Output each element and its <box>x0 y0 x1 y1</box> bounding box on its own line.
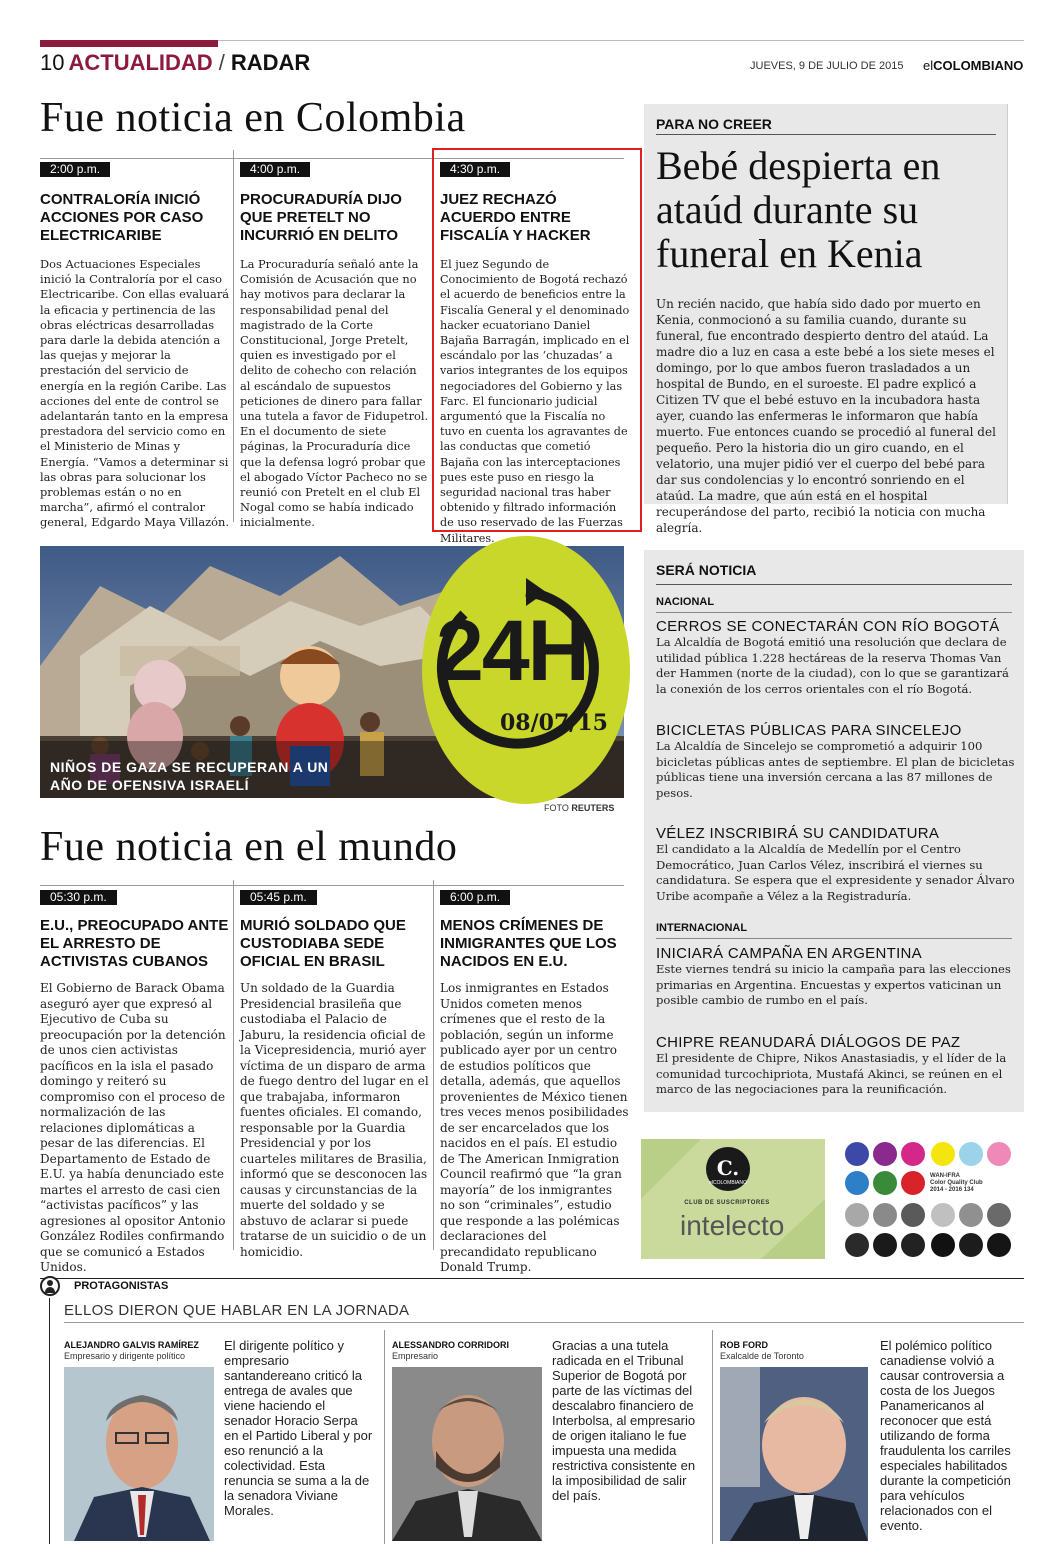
section-header <box>40 50 310 76</box>
story-body: El juez Segundo de Conocimiento de Bogotá rechazó el acuerdo de beneficios entre la Fiscalía General y el denominado hacker ecuatoriano Daniel Bajaña Barragán, implicado en el escándalo por las ‘chuzadas’ a varios integrantes de los equipos negociadores del Gobierno y las Farc. El funcionario judicial argumentó que la Fiscalía no tuvo en cuenta los agravantes de las conductas que cometió Bajaña con las interceptaciones pues este puso en riesgo la seguridad nacional tras haber obtenido y filtrado información de uso reservado de las Fuerzas Militares. <box>440 258 630 545</box>
news-headline: CHIPRE REANUDARÁ DIÁLOGOS DE PAZ <box>656 1034 961 1051</box>
protagonistas-subtitle: ELLOS DIERON QUE HABLAR EN LA JORNADA <box>64 1302 410 1319</box>
story-time: 4:30 p.m. <box>440 162 510 177</box>
colombia-story-2 <box>240 158 430 531</box>
photo-credit-prefix: FOTO <box>544 803 569 813</box>
wan-ifra-line2: Color Quality Club <box>930 1180 983 1186</box>
news-headline: CERROS SE CONECTARÁN CON RÍO BOGOTÁ <box>656 618 1000 635</box>
story-body: El Gobierno de Barack Obama aseguró ayer que expresó al Ejecutivo de Cuba su preocupación por la detención de unos cien activistas pacíficos en la isla el pasado domingo y reiteró su compromiso con el proceso de normalización de las relaciones diplomáticas a pesar de las diferencias. El Departamento de Estado de E.U. ya había denunciado este martes el arresto de casi cien “activistas pacíficos” y las agresiones al opositor Antonio González Rodiles confirmando que se comunicó a Estados Unidos. <box>40 981 226 1274</box>
subsection-name: RADAR <box>230 50 311 75</box>
ad-logo-letter: C. <box>716 1156 740 1180</box>
protagonist-text: Gracias a una tutela radicada en el Tribunal Superior de Bogotá por parte de las víctimas del descalabro financiero de Interbolsa, al empresario de origen italiano le fue impuesta una medida restrictiva consistente en la imposibilidad de salir del país. <box>552 1338 696 1503</box>
nacional-label: NACIONAL <box>656 596 715 608</box>
story-headline: CONTRALORÍA INICIÓ ACCIONES POR CASO ELECTRICARIBE <box>40 191 204 244</box>
protagonistas-label: PROTAGONISTAS <box>74 1280 169 1292</box>
photo-credit-name: REUTERS <box>571 803 615 813</box>
protagonist-name: ALEJANDRO GALVIS RAMÍREZ <box>64 1340 199 1350</box>
protagonist-photo-art <box>392 1367 542 1541</box>
badge-24h-text: 24H <box>436 603 588 699</box>
photo-credit <box>544 803 614 813</box>
protagonist-photo <box>64 1367 214 1541</box>
person-icon <box>40 1276 60 1296</box>
page-number: 10 <box>40 50 65 75</box>
story-body: La Procuraduría señaló ante la Comisión de Acusación que no hay motivos para declarar la responsabilidad penal del magistrado de la Corte Constitucional, Jorge Pretelt, quien es investigado por el delito de cohecho con relación al escándalo de supuestos peticiones de dinero para fallar una tutela a favor de Fidupetrol. En el documento de siete páginas, la Procuraduría dice que la defensa logró probar que el abogado Víctor Pacheco no se reunió con Pretelt en el club El Nogal como se había indicado inicialmente. <box>240 257 429 530</box>
masthead-prefix: el <box>923 58 934 73</box>
protagonist-photo <box>720 1367 868 1541</box>
news-body: Este viernes tendrá su inicio la campaña para las elecciones primarias en Argentina. Encuestas y expertos vaticinan un posible cambio de rumbo en el país. <box>656 962 1011 1007</box>
para-no-creer-label: PARA NO CREER <box>656 116 772 132</box>
news-headline: BICICLETAS PÚBLICAS PARA SINCELEJO <box>656 722 962 739</box>
nacional-item-2 <box>656 722 1016 801</box>
nacional-item-3 <box>656 825 1016 904</box>
protagonist-photo <box>392 1367 542 1541</box>
protagonist-role: Exalcalde de Toronto <box>720 1351 804 1361</box>
internacional-item-2 <box>656 1034 1016 1098</box>
protagonist-photo-art <box>720 1367 868 1541</box>
colombia-story-3 <box>440 158 630 546</box>
protagonist-divider <box>712 1330 713 1544</box>
protagonist-photo-art <box>64 1367 214 1541</box>
story-body: Un soldado de la Guardia Presidencial brasileña que custodiaba el Palacio de Jaburu, la residencia oficial de la Vicepresidencia, murió ayer víctima de un disparo de arma de fuego dentro del lugar en el que trabajaba, informaron fuentes oficiales. El comando, responsable por la Guardia Presidencial y por los cuarteles militares de Brasilia, informó que se desconocen las causas y circunstancias de la muerte del soldado y se abstuvo de aclarar si puede tratarse de un suicidio o de un homicidio. <box>240 981 429 1259</box>
wan-ifra-line3: 2014 - 2016 134 <box>930 1187 974 1193</box>
section-separator: / <box>218 50 225 75</box>
para-no-creer-border <box>1007 104 1008 504</box>
para-no-creer-title: Bebé despierta en ataúd durante su funeral en Kenia <box>656 143 941 276</box>
ad-brand: intelecto <box>680 1210 785 1241</box>
protagonistas-subtitle-rule <box>64 1322 1024 1323</box>
ad-club: CLUB DE SUSCRIPTORES <box>684 1200 770 1206</box>
mundo-title: Fue noticia en el mundo <box>40 824 458 870</box>
news-body: El presidente de Chipre, Nikos Anastasiadis, y el líder de la comunidad turcochipriota, Mustafá Akinci, se reúnen en el marco de las negociaciones para la reunificación. <box>656 1051 1007 1096</box>
internacional-item-1 <box>656 945 1016 1009</box>
protagonistas-top-rule <box>40 1278 1024 1279</box>
story-time: 2:00 p.m. <box>40 162 110 177</box>
sera-noticia-rule <box>656 584 1012 585</box>
news-headline: INICIARÁ CAMPAÑA EN ARGENTINA <box>656 945 922 962</box>
column-divider <box>233 880 234 1250</box>
news-headline: VÉLEZ INSCRIBIRÁ SU CANDIDATURA <box>656 825 940 842</box>
story-headline: E.U., PREOCUPADO ANTE EL ARRESTO DE ACTIVISTAS CUBANOS <box>40 917 229 970</box>
protagonist-text: El dirigente político y empresario santandereano criticó la entrega de avales que viene haciendo el senador Horacio Serpa en el Partido Liberal y por eso renunció a la colectividad. Esta renuncia se suma a la de la senadora Viviane Morales. <box>224 1338 373 1518</box>
para-no-creer-rule <box>656 134 996 135</box>
nacional-item-1 <box>656 618 1016 697</box>
internacional-label: INTERNACIONAL <box>656 922 748 934</box>
story-body: Dos Actuaciones Especiales inició la Contraloría por el caso Electricaribe. Con ellas evaluará la eficacia y pertinencia de las obras eléctricas desarrolladas para darle la debida atención a las quejas y mejorar la prestación del servicio de energía en la región Caribe. Las acciones del ente de control se adelantarán tanto en la empresa prestadora del servicio como en el Ministerio de Minas y Energía. “Vamos a determinar si las obras para solucionar los problemas están o no en marcha”, afirmó el contralor general, Edgardo Maya Villazón. <box>40 257 230 530</box>
internacional-rule <box>656 938 1012 939</box>
colombia-story-1 <box>40 158 230 531</box>
top-rule-accent <box>40 40 218 47</box>
badge-24h-date: 08/07/15 <box>500 710 608 736</box>
news-body: El candidato a la Alcaldía de Medellín por el Centro Democrático, Juan Carlos Vélez, inscribirá el viernes su candidatura. Se espera que el expresidente y senador Álvaro Uribe acompañe a Vélez a la Registraduría. <box>656 842 1015 903</box>
protagonist-role: Empresario y dirigente político <box>64 1351 186 1361</box>
news-body: La Alcaldía de Bogotá emitió una resolución que declara de utilidad pública 1.228 hectáreas de la reserva Thomas Van der Hammen (norte de la ciudad), con lo que se garantizará la conexión de los cerros orientales con el río Bogotá. <box>656 635 1009 696</box>
protagonist-role: Empresario <box>392 1351 439 1361</box>
story-body: Los inmigrantes en Estados Unidos cometen menos crímenes que el resto de la población, según un informe publicado ayer por un centro de estudios políticos que detalla, además, que aquellos provenientes de México tienen tres veces menos posibilidades de ser encarcelados que los nacidos en el país. El estudio de The American Inmigration Council reafirmó que “la gran mayoría” de los inmigrantes no son “criminales”, estudio que responde a las polémicas declaraciones del precandidato republicano Donald Trump. <box>440 981 629 1274</box>
news-body: La Alcaldía de Sincelejo se comprometió a adquirir 100 bicicletas públicas antes de septiembre. El plan de bicicletas públicas tiene una inversión cercana a las 87 millones de pesos. <box>656 739 1015 800</box>
story-headline: MENOS CRÍMENES DE INMIGRANTES QUE LOS NACIDOS EN E.U. <box>440 917 617 970</box>
mundo-story-3 <box>440 886 630 1276</box>
story-time: 4:00 p.m. <box>240 162 310 177</box>
nacional-rule <box>656 612 1012 613</box>
para-no-creer-body: Un recién nacido, que había sido dado por muerto en Kenia, conmocionó a su familia cuando, durante su funeral, fue encontrado despierto dentro del ataúd. La madre dio a luz en casa a este bebé a los siete meses el domingo, por lo que ambos fueron trasladados a un hospital de Bundo, en el suroeste. El padre explicó a Citizen TV que el bebé estuvo en la incubadora hasta ayer, cuando las enfermeras le informaron que había muerto. Fue entonces cuando se procedió al funeral del pequeño. Pero la historia dio un giro cuando, en el velatorio, una mujer pidió ver el cuerpo del bebé para dar sus condolencias y lo encontró sonriendo en el ataúd. La madre, que aún está en el hospital recuperándose del parto, recibió la noticia con mucha alegría. <box>656 297 996 535</box>
issue-date: JUEVES, 9 DE JULIO DE 2015 <box>750 60 904 72</box>
story-time: 05:30 p.m. <box>40 890 117 905</box>
story-headline: MURIÓ SOLDADO QUE CUSTODIABA SEDE OFICIAL EN BRASIL <box>240 917 406 970</box>
protagonistas-left-rule <box>49 1298 50 1544</box>
protagonist-divider <box>384 1330 385 1544</box>
gaza-photo-caption: NIÑOS DE GAZA SE RECUPERAN A UN AÑO DE OFENSIVA ISRAELÍ <box>50 759 329 793</box>
protagonist-text: El polémico político canadiense volvió a causar controversia a costa de los Juegos Panamericanos al reconocer que está utilizando de forma fraudulenta los carriles especiales habilitados durante la competición para vehículos relacionados con el evento. <box>880 1338 1011 1533</box>
color-quality-swatches <box>835 1139 1025 1261</box>
color-swatch-art <box>835 1139 1025 1261</box>
protagonist-name: ALESSANDRO CORRIDORI <box>392 1340 510 1350</box>
story-time: 6:00 p.m. <box>440 890 510 905</box>
wan-ifra-label <box>930 1173 983 1194</box>
protagonist-name: ROB FORD <box>720 1340 768 1350</box>
masthead <box>923 58 1023 73</box>
colombia-title: Fue noticia en Colombia <box>40 95 466 141</box>
masthead-brand: COLOMBIANO <box>933 58 1024 73</box>
story-time: 05:45 p.m. <box>240 890 317 905</box>
sera-noticia-label: SERÁ NOTICIA <box>656 562 757 578</box>
mundo-story-1 <box>40 886 230 1276</box>
story-headline: PROCURADURÍA DIJO QUE PRETELT NO INCURRIÓ EN DELITO <box>240 191 402 244</box>
story-headline: JUEZ RECHAZÓ ACUERDO ENTRE FISCALÍA Y HACKER <box>440 191 591 244</box>
column-divider <box>233 150 234 522</box>
section-name: ACTUALIDAD <box>68 50 213 75</box>
mundo-story-2 <box>240 886 430 1260</box>
ad-logo-sub: elCOLOMBIANO <box>709 1180 747 1186</box>
column-divider <box>433 880 434 1250</box>
wan-ifra-line1: WAN-IFRA <box>930 1173 960 1179</box>
